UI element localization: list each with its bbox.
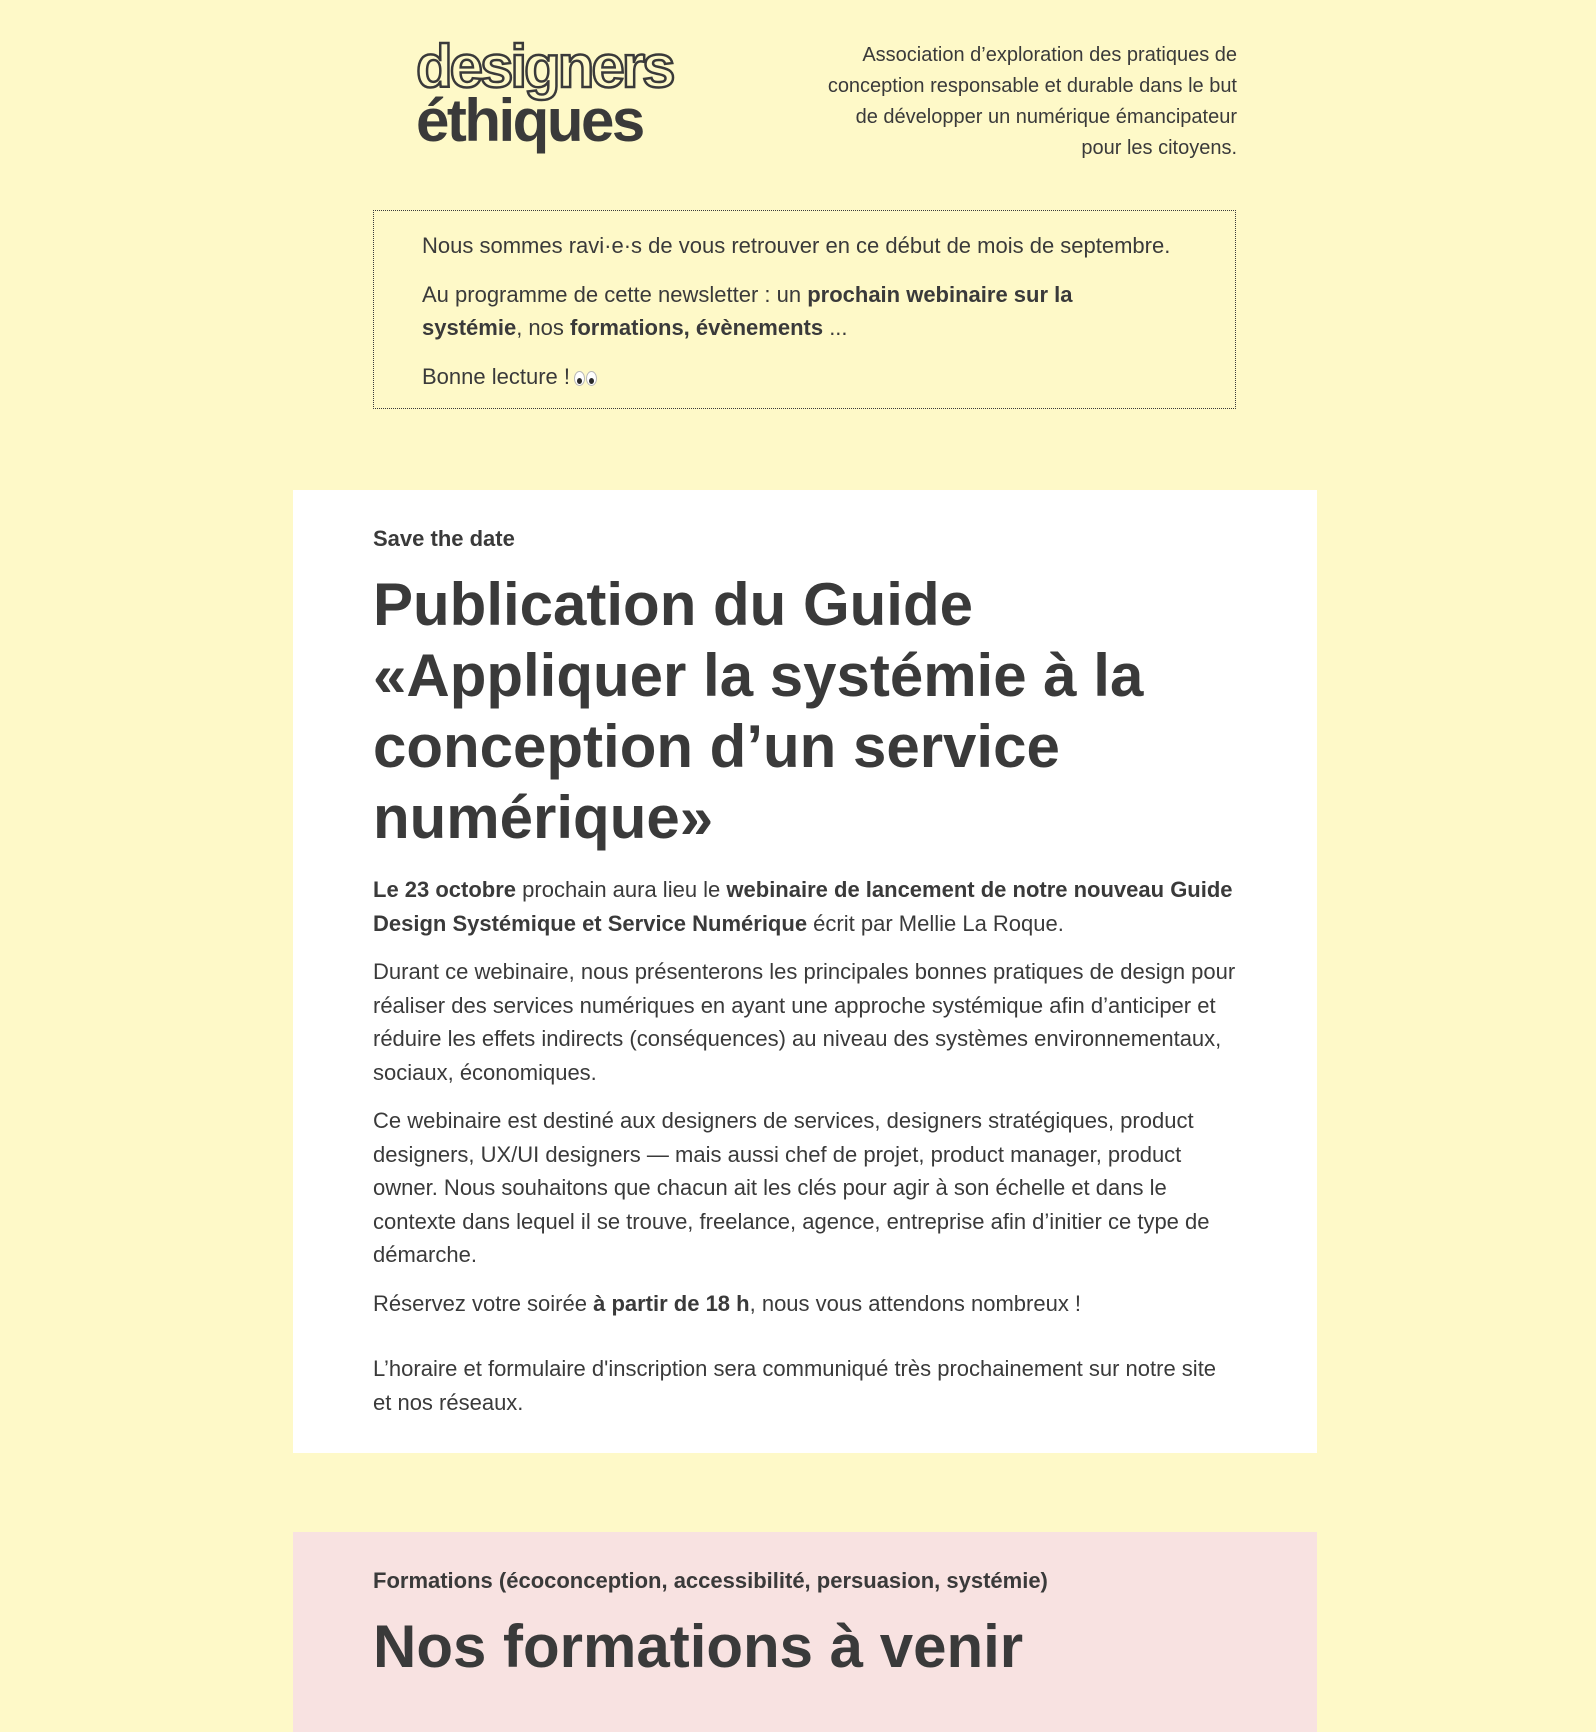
event-webinar-name: webinaire de lancement de notre nouveau Guide Design Systémique et Service Numérique xyxy=(373,877,1233,936)
intro-program xyxy=(422,278,1142,344)
event-title: Publication du Guide «Appliquer la systémie à la conception d’un service numérique» xyxy=(373,571,1144,851)
designers-ethiques-logo[interactable] xyxy=(416,33,686,154)
event-paragraph-date xyxy=(373,873,1237,940)
intro-box xyxy=(373,210,1236,409)
event-date: Le 23 octobre xyxy=(373,877,517,902)
event-paragraph-description: Durant ce webinaire, nous présenterons les principales bonnes pratiques de design pour réaliser des services numériques en ayant une approche systémique afin d’anticiper et réduire les effets indirects (conséquences) au niveau des systèmes environnementaux, sociaux, économiques. xyxy=(373,959,1236,1085)
event-paragraph-audience: Ce webinaire est destiné aux designers de services, designers stratégiques, product designers, UX/UI designers — mais aussi chef de projet, product manager, product owner. Nous souhaitons que chacun ait les clés pour agir à son échelle et dans le contexte dans lequel il se trouve, freelance, agence, entreprise afin d’initier ce type de démarche. xyxy=(373,1108,1210,1267)
event-text: écrit par Mellie La Roque. xyxy=(807,910,1064,936)
event-text: prochain aura lieu le xyxy=(516,877,727,902)
event-text: Réservez votre soirée xyxy=(373,1290,594,1316)
eyes-icon xyxy=(574,362,598,395)
intro-program-text: , nos xyxy=(516,315,570,340)
formations-title: Nos formations à venir xyxy=(373,1613,1024,1680)
intro-program-webinar: prochain webinaire sur la systémie xyxy=(422,282,1073,340)
intro-program-text: Au programme de cette newsletter : un xyxy=(422,282,808,307)
intro-program-formations: formations, évènements xyxy=(570,315,824,340)
intro-signoff xyxy=(422,360,1187,395)
event-paragraph-registration: L’horaire et formulaire d'inscription sera communiqué très prochainement sur notre site et nos réseaux. xyxy=(373,1356,1217,1415)
event-kicker: Save the date xyxy=(373,526,515,551)
intro-program-text: ... xyxy=(823,315,848,340)
logo-word-designers: designers xyxy=(416,33,673,100)
logo-word-ethiques: éthiques xyxy=(416,87,643,154)
formations-card xyxy=(293,1532,1317,1732)
event-time: à partir de 18 h xyxy=(593,1290,750,1316)
event-paragraph-time xyxy=(373,1287,1237,1321)
association-tagline: Association d’exploration des pratiques de conception responsable et durable dans le but de développer un numérique émancipateur pour les citoyens. xyxy=(827,44,1237,159)
formations-kicker: Formations (écoconception, accessibilité, persuasion, systémie) xyxy=(373,1568,1048,1593)
event-text: , nous vous attendons nombreux ! xyxy=(749,1290,1082,1316)
intro-greeting: Nous sommes ravi·e·s de vous retrouver en ce début de mois de septembre. xyxy=(422,233,1171,258)
newsletter-header xyxy=(373,33,1237,170)
event-card xyxy=(293,490,1317,1453)
intro-signoff-text: Bonne lecture ! xyxy=(422,364,570,389)
